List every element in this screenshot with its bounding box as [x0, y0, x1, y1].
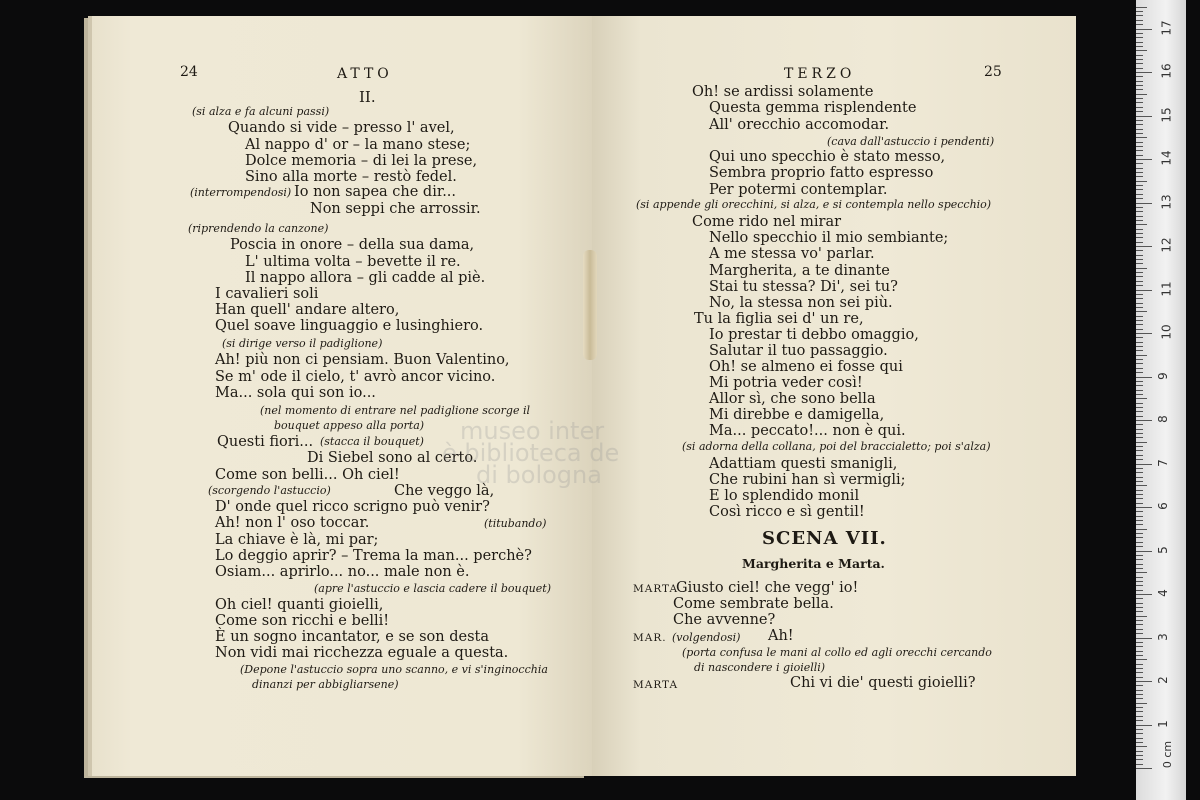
- stage-direction: (porta confusa le mani al collo ed agli orecchi cercando: [682, 646, 992, 659]
- ruler-tick: [1136, 437, 1143, 438]
- ruler-tick: [1136, 42, 1143, 43]
- museum-watermark: [442, 417, 620, 489]
- ruler-tick: [1136, 242, 1143, 243]
- ruler-number: 12: [1159, 237, 1174, 253]
- stage-direction: bouquet appeso alla porta): [274, 419, 425, 432]
- verse-line: Come rido nel mirar: [692, 214, 842, 230]
- right-page: [592, 16, 1076, 776]
- ruler-tick: [1136, 555, 1143, 556]
- ruler-tick: [1136, 63, 1143, 64]
- ruler-tick: [1136, 394, 1143, 395]
- stage-direction: (riprendendo la canzone): [188, 222, 329, 235]
- verse-line: Stai tu stessa? Di', sei tu?: [709, 279, 898, 295]
- ruler-tick: [1136, 72, 1152, 73]
- ruler-tick: [1136, 507, 1152, 508]
- ruler-tick: [1136, 198, 1143, 199]
- verse-line: Qui uno specchio è stato messo,: [709, 149, 946, 165]
- ruler-number: 14: [1159, 150, 1174, 166]
- ruler-tick: [1136, 485, 1147, 486]
- ruler-tick: [1136, 311, 1147, 312]
- ruler-tick: [1136, 585, 1143, 586]
- ruler-tick: [1136, 450, 1143, 451]
- ruler-tick: [1136, 464, 1152, 465]
- ruler-tick: [1136, 185, 1143, 186]
- ruler-tick: [1136, 524, 1143, 525]
- ruler-tick: [1136, 89, 1143, 90]
- verse-line: Non seppi che arrossir.: [310, 201, 481, 217]
- ruler-tick: [1136, 594, 1152, 595]
- stage-direction: (si alza e fa alcuni passi): [192, 105, 330, 118]
- ruler-number: 6: [1155, 502, 1170, 510]
- ruler-tick: [1136, 477, 1143, 478]
- page-number: 24: [180, 64, 198, 80]
- ruler-tick: [1136, 329, 1143, 330]
- ruler-tick: [1136, 137, 1147, 138]
- ruler-tick: [1136, 498, 1143, 499]
- stage-direction: (si dirige verso il padiglione): [222, 337, 383, 350]
- verse-line: A me stessa vo' parlar.: [709, 246, 875, 262]
- ruler-tick: [1136, 403, 1143, 404]
- verse-line: Ma... peccato!... non è qui.: [709, 423, 906, 439]
- ruler-tick: [1136, 655, 1143, 656]
- ruler-tick: [1136, 355, 1147, 356]
- verse-line: Che rubini han sì vermigli;: [709, 472, 906, 488]
- verse-line: Se m' ode il cielo, t' avrò ancor vicino.: [215, 369, 496, 385]
- ruler-tick: [1136, 316, 1143, 317]
- verse-line: Dolce memoria – di lei la prese,: [245, 153, 478, 169]
- ruler-tick: [1136, 168, 1143, 169]
- ruler-tick: [1136, 159, 1152, 160]
- ruler-tick: [1136, 24, 1143, 25]
- verse-line: All' orecchio accomodar.: [709, 117, 890, 133]
- verse-line: Per potermi contemplar.: [709, 182, 888, 198]
- ruler-number: 17: [1159, 19, 1174, 36]
- ruler-tick: [1136, 698, 1143, 699]
- ruler-tick: [1136, 207, 1143, 208]
- ruler-tick: [1136, 690, 1143, 691]
- ruler-tick: [1136, 146, 1143, 147]
- ruler-tick: [1136, 529, 1147, 530]
- ruler-tick: [1136, 381, 1143, 382]
- ruler-tick: [1136, 742, 1143, 743]
- running-head: ATTO: [337, 66, 393, 82]
- verse-line: Questa gemma risplendente: [709, 100, 917, 116]
- stage-direction: (nel momento di entrare nel padiglione scorge il: [260, 404, 530, 417]
- ruler-tick: [1136, 755, 1143, 756]
- ruler-tick: [1136, 342, 1143, 343]
- verse-line: Ah! più non ci pensiam. Buon Valentino,: [215, 352, 510, 368]
- verse-line: Di Siebel sono al certo.: [307, 450, 478, 466]
- stage-direction: (si adorna della collana, poi del braccialetto; poi s'alza): [682, 440, 991, 453]
- verse-line: Osiam... aprirlo... no... male non è.: [215, 564, 470, 580]
- stage-direction: (titubando): [484, 517, 547, 530]
- verse-line: Chi vi die' questi gioielli?: [790, 675, 976, 691]
- ruler-tick: [1136, 629, 1143, 630]
- ruler-tick: [1136, 516, 1143, 517]
- ruler-tick: [1136, 738, 1143, 739]
- ruler-tick: [1136, 359, 1143, 360]
- ruler-tick: [1136, 520, 1143, 521]
- ruler-tick: [1136, 725, 1152, 726]
- ruler-tick: [1136, 490, 1143, 491]
- ruler-tick: [1136, 759, 1143, 760]
- verse-line: Al nappo d' or – la mano stese;: [245, 137, 471, 153]
- ruler-tick: [1136, 668, 1143, 669]
- ruler-number: 8: [1155, 415, 1170, 423]
- ruler-number: 4: [1155, 589, 1170, 597]
- ruler-tick: [1136, 568, 1143, 569]
- ruler-tick: [1136, 494, 1143, 495]
- ruler-tick: [1136, 611, 1143, 612]
- verse-line: È un sogno incantator, e se son desta: [215, 629, 489, 645]
- verse-line: Nello specchio il mio sembiante;: [709, 230, 949, 246]
- verse-line: Lo deggio aprir? – Trema la man... perchè?: [215, 548, 532, 564]
- verse-line: Ah! non l' oso toccar.: [215, 515, 370, 531]
- ruler-tick: [1136, 598, 1143, 599]
- ruler-tick: [1136, 120, 1143, 121]
- verse-line: Io prestar ti debbo omaggio,: [709, 327, 919, 343]
- ruler-tick: [1136, 707, 1143, 708]
- scene-title: SCENA VII.: [762, 528, 887, 549]
- ruler-tick: [1136, 651, 1143, 652]
- verse-line: Tu la figlia sei d' un re,: [694, 311, 864, 327]
- ruler-tick: [1136, 33, 1143, 34]
- ruler-tick: [1136, 559, 1143, 560]
- watermark-line: museo inter: [460, 417, 605, 445]
- ruler-tick: [1136, 76, 1143, 77]
- ruler-tick: [1136, 285, 1143, 286]
- ruler-tick: [1136, 181, 1147, 182]
- stage-direction: (apre l'astuccio e lascia cadere il bouquet): [314, 582, 551, 595]
- ruler-number: 5: [1155, 545, 1170, 554]
- ruler-tick: [1136, 751, 1143, 752]
- ruler-tick: [1136, 390, 1143, 391]
- ruler-tick: [1136, 681, 1152, 682]
- stage-direction: (scorgendo l'astuccio): [208, 484, 331, 497]
- verse-line: Come sembrate bella.: [673, 596, 834, 612]
- ruler-tick: [1136, 407, 1143, 408]
- ruler-tick: [1136, 46, 1143, 47]
- ruler-tick: [1136, 111, 1143, 112]
- ruler-tick: [1136, 694, 1143, 695]
- ruler-tick: [1136, 503, 1143, 504]
- verse-line: Quel soave linguaggio e lusinghiero.: [215, 318, 484, 334]
- ruler-tick: [1136, 116, 1152, 117]
- ruler-tick: [1136, 50, 1147, 51]
- ruler-tick: [1136, 572, 1147, 573]
- ruler-tick: [1136, 416, 1143, 417]
- ruler-tick: [1136, 303, 1143, 304]
- verse-line: Mi potria veder così!: [709, 375, 863, 391]
- ruler-number: 2: [1155, 676, 1170, 684]
- ruler-tick: [1136, 424, 1143, 425]
- ruler-tick: [1136, 472, 1143, 473]
- verse-line: Oh! se almeno ei fosse qui: [709, 359, 903, 375]
- verse-line: Ma... sola qui son io...: [215, 385, 376, 401]
- ruler-tick: [1136, 176, 1143, 177]
- ruler-tick: [1136, 590, 1143, 591]
- act-number: II.: [359, 88, 376, 106]
- ruler-tick: [1136, 220, 1143, 221]
- ruler-tick: [1136, 542, 1143, 543]
- ruler-tick: [1136, 551, 1152, 552]
- ruler-tick: [1136, 333, 1152, 334]
- ruler-number: 3: [1155, 632, 1170, 641]
- ruler-tick: [1136, 172, 1143, 173]
- ruler-tick: [1136, 350, 1143, 351]
- stage-direction: di nascondere i gioielli): [694, 661, 826, 674]
- ruler-tick: [1136, 290, 1152, 291]
- ruler-tick: [1136, 372, 1143, 373]
- ruler-tick: [1136, 133, 1143, 134]
- ruler-tick: [1136, 68, 1143, 69]
- verse-line: E lo splendido monil: [709, 488, 860, 504]
- ruler-tick: [1136, 237, 1143, 238]
- ruler-tick: [1136, 155, 1143, 156]
- stage-direction: (Depone l'astuccio sopra uno scanno, e vi s'inginocchia: [240, 663, 548, 676]
- ruler-tick: [1136, 276, 1143, 277]
- ruler-tick: [1136, 720, 1143, 721]
- ruler-tick: [1136, 250, 1143, 251]
- ruler-tick: [1136, 603, 1143, 604]
- ruler-tick: [1136, 564, 1143, 565]
- verse-line: Così ricco e sì gentil!: [709, 504, 865, 520]
- ruler-tick: [1136, 577, 1143, 578]
- ruler-tick: [1136, 229, 1143, 230]
- ruler-tick: [1136, 211, 1143, 212]
- ruler-tick: [1136, 768, 1152, 769]
- verse-line: La chiave è là, mi par;: [215, 532, 379, 548]
- ruler-tick: [1136, 268, 1147, 269]
- verse-line: Adattiam questi smanigli,: [709, 456, 898, 472]
- ruler-tick: [1136, 638, 1152, 639]
- stage-direction: (volgendosi): [672, 631, 741, 644]
- ruler-tick: [1136, 716, 1143, 717]
- ruler-tick: [1136, 442, 1147, 443]
- ruler-tick: [1136, 203, 1152, 204]
- ruler-unit: 0 cm: [1161, 740, 1175, 769]
- ruler-tick: [1136, 620, 1143, 621]
- ruler-tick: [1136, 764, 1143, 765]
- ruler-tick: [1136, 107, 1143, 108]
- ruler-tick: [1136, 15, 1143, 16]
- ruler-tick: [1136, 455, 1143, 456]
- ruler-tick: [1136, 411, 1143, 412]
- ruler-tick: [1136, 429, 1143, 430]
- ruler-tick: [1136, 537, 1143, 538]
- verse-line: Che veggo là,: [394, 483, 495, 499]
- stage-direction: (interrompendosi): [190, 186, 292, 199]
- ruler-tick: [1136, 346, 1143, 347]
- verse-line: Quando si vide – presso l' avel,: [228, 120, 455, 136]
- ruler-tick: [1136, 194, 1143, 195]
- ruler-tick: [1136, 163, 1143, 164]
- verse-line: Allor sì, che sono bella: [709, 391, 876, 407]
- ruler-tick: [1136, 607, 1143, 608]
- verse-line: Non vidi mai ricchezza eguale a questa.: [215, 645, 509, 661]
- verse-line: Poscia in onore – della sua dama,: [230, 237, 475, 253]
- stage-direction: (si appende gli orecchini, si alza, e si contempla nello specchio): [636, 198, 992, 211]
- stage-direction: (cava dall'astuccio i pendenti): [827, 135, 995, 148]
- speaker-name: MAR.: [633, 632, 667, 644]
- ruler-tick: [1136, 459, 1143, 460]
- watermark-line: di bologna: [476, 461, 602, 489]
- ruler-tick: [1136, 102, 1143, 103]
- ruler-tick: [1136, 677, 1143, 678]
- stage-direction: dinanzi per abbigliarsene): [252, 678, 399, 691]
- verse-line: Giusto ciel! che vegg' io!: [676, 580, 859, 596]
- ruler-tick: [1136, 142, 1143, 143]
- ruler-tick: [1136, 616, 1147, 617]
- book-spine: [583, 250, 597, 360]
- verse-line: Oh ciel! quanti gioielli,: [215, 597, 384, 613]
- ruler-number: 13: [1159, 193, 1174, 210]
- ruler-tick: [1136, 468, 1143, 469]
- ruler-tick: [1136, 233, 1143, 234]
- ruler-tick: [1136, 642, 1143, 643]
- ruler-tick: [1136, 633, 1143, 634]
- ruler-tick: [1136, 29, 1152, 30]
- ruler-tick: [1136, 481, 1143, 482]
- ruler-tick: [1136, 446, 1143, 447]
- ruler-tick: [1136, 664, 1143, 665]
- ruler-tick: [1136, 746, 1147, 747]
- ruler-tick: [1136, 624, 1143, 625]
- measuring-ruler: [1136, 0, 1186, 800]
- ruler-tick: [1136, 307, 1143, 308]
- ruler-tick: [1136, 129, 1143, 130]
- verse-line: No, la stessa non sei più.: [709, 295, 893, 311]
- ruler-tick: [1136, 533, 1143, 534]
- ruler-tick: [1136, 85, 1143, 86]
- ruler-tick: [1136, 546, 1143, 547]
- verse-line: I cavalieri soli: [215, 286, 319, 302]
- ruler-tick: [1136, 59, 1143, 60]
- ruler-number: 1: [1155, 719, 1170, 728]
- ruler-number: 11: [1159, 280, 1174, 297]
- ruler-tick: [1136, 363, 1143, 364]
- verse-line: Il nappo allora – gli cadde al piè.: [245, 270, 486, 286]
- ruler-tick: [1136, 377, 1152, 378]
- ruler-tick: [1136, 420, 1152, 421]
- ruler-tick: [1136, 385, 1143, 386]
- ruler-tick: [1136, 733, 1143, 734]
- ruler-tick: [1136, 281, 1143, 282]
- ruler-tick: [1136, 320, 1143, 321]
- left-page: [92, 16, 592, 776]
- verse-line: Questi fiori...: [217, 434, 314, 450]
- verse-line: Io non sapea che dir...: [294, 184, 457, 200]
- ruler-tick: [1136, 511, 1143, 512]
- speaker-name: MARTA: [633, 679, 679, 691]
- stage-direction: (stacca il bouquet): [320, 435, 424, 448]
- ruler-tick: [1136, 398, 1147, 399]
- ruler-tick: [1136, 189, 1143, 190]
- verse-line: Salutar il tuo passaggio.: [709, 343, 888, 359]
- ruler-tick: [1136, 81, 1143, 82]
- ruler-tick: [1136, 581, 1143, 582]
- ruler-tick: [1136, 711, 1143, 712]
- ruler-tick: [1136, 685, 1143, 686]
- ruler-number: 15: [1159, 106, 1174, 123]
- ruler-tick: [1136, 259, 1143, 260]
- ruler-tick: [1136, 294, 1143, 295]
- verse-line: Che avvenne?: [673, 612, 776, 628]
- verse-line: Ah!: [768, 628, 794, 644]
- ruler-tick: [1136, 150, 1143, 151]
- ruler-tick: [1136, 729, 1143, 730]
- ruler-tick: [1136, 246, 1152, 247]
- ruler-number: 9: [1155, 371, 1170, 380]
- verse-line: L' ultima volta – bevette il re.: [245, 254, 461, 270]
- verse-line: Han quell' andare altero,: [215, 302, 400, 318]
- ruler-number: 7: [1155, 458, 1170, 467]
- verse-line: Sino alla morte – restò fedel.: [245, 169, 457, 185]
- ruler-tick: [1136, 7, 1147, 8]
- ruler-tick: [1136, 433, 1143, 434]
- ruler-tick: [1136, 672, 1143, 673]
- verse-line: Mi direbbe e damigella,: [709, 407, 885, 423]
- ruler-number: 10: [1159, 324, 1174, 340]
- ruler-tick: [1136, 124, 1143, 125]
- ruler-tick: [1136, 337, 1143, 338]
- ruler-tick: [1136, 368, 1143, 369]
- watermark-line: è biblioteca de: [442, 439, 620, 467]
- ruler-tick: [1136, 324, 1143, 325]
- ruler-tick: [1136, 659, 1147, 660]
- scene-characters: Margherita e Marta.: [742, 556, 885, 571]
- ruler-tick: [1136, 263, 1143, 264]
- running-head: TERZO: [784, 66, 856, 82]
- verse-line: Margherita, a te dinante: [709, 263, 890, 279]
- ruler-tick: [1136, 55, 1143, 56]
- page-number: 25: [984, 64, 1002, 80]
- ruler-tick: [1136, 703, 1147, 704]
- ruler-number: 16: [1159, 63, 1174, 79]
- ruler-tick: [1136, 11, 1143, 12]
- ruler-tick: [1136, 646, 1143, 647]
- verse-line: Come son belli... Oh ciel!: [215, 467, 400, 483]
- verse-line: D' onde quel ricco scrigno può venir?: [215, 499, 490, 515]
- ruler-tick: [1136, 272, 1143, 273]
- verse-line: Sembra proprio fatto espresso: [709, 165, 934, 181]
- ruler-tick: [1136, 216, 1143, 217]
- ruler-tick: [1136, 37, 1143, 38]
- ruler-tick: [1136, 98, 1143, 99]
- ruler-tick: [1136, 224, 1147, 225]
- ruler-tick: [1136, 255, 1143, 256]
- ruler-tick: [1136, 298, 1143, 299]
- speaker-name: MARTA: [633, 583, 679, 595]
- ruler-tick: [1136, 94, 1147, 95]
- verse-line: Oh! se ardissi solamente: [692, 84, 874, 100]
- ruler-tick: [1136, 20, 1143, 21]
- verse-line: Come son ricchi e belli!: [215, 613, 390, 629]
